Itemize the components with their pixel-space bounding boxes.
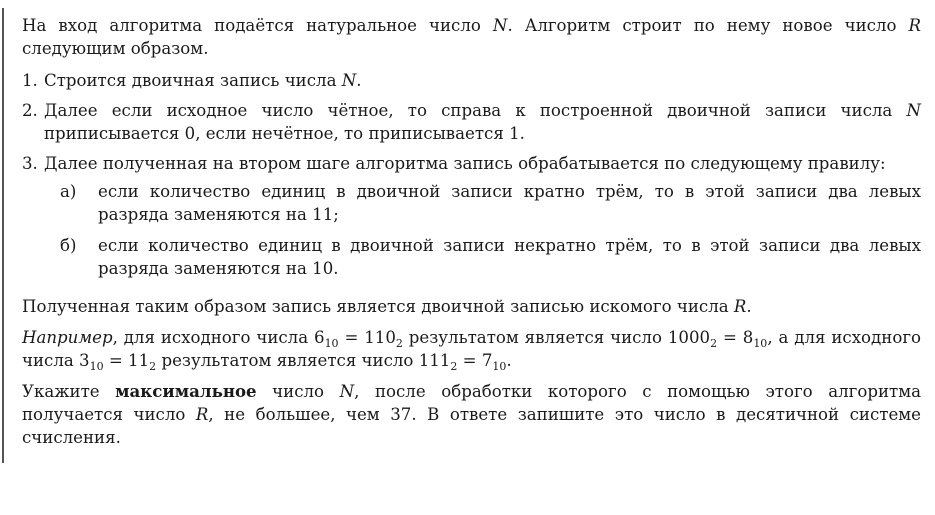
variable-r: R	[195, 405, 209, 424]
sub-item-a	[60, 180, 921, 226]
sub-item-b	[60, 234, 921, 280]
sub-item-text: если количество единиц в двоичной записи некратно трём, то в этой записи два левых разряда заменяются на 10.	[98, 236, 921, 278]
left-margin-rule	[2, 8, 4, 463]
item-number: 2.	[22, 101, 38, 120]
list-item-3	[22, 152, 921, 288]
variable-r: R	[908, 16, 921, 35]
list-item-1	[22, 69, 921, 92]
item-number: 1.	[22, 71, 38, 90]
emphasis-maximum: максимальное	[115, 381, 257, 401]
variable-n: N	[906, 101, 921, 120]
item-number: 3.	[22, 154, 38, 173]
question-paragraph: Укажите максимальное число N, после обработки которого с помощью этого алгоритма получается число R, не большее, чем 37. В ответе запишите это число в десятичной системе счисления.	[22, 381, 922, 447]
item-text: Далее если исходное число чётное, то справа к построенной двоичной записи числа N приписывается 0, если нечётное, то приписывается 1.	[44, 101, 921, 143]
item-text: Строится двоичная запись числа N.	[44, 71, 362, 90]
result-paragraph: Полученная таким образом запись является двоичной записью искомого числа R.	[22, 297, 752, 316]
example-lead: Например	[22, 328, 113, 347]
variable-n: N	[339, 382, 355, 401]
variable-r: R	[733, 297, 747, 316]
list-item-2	[22, 99, 921, 145]
example-paragraph: Например, для исходного числа $6_{10} = 110_2$ результатом является число $1000_2 = 8_{10}$, а для исходного числа $3_{10} = 11_2$ результатом является число $111_2 = 7_{10}$.	[22, 328, 921, 373]
item-text: Далее полученная на втором шаге алгоритма запись обрабатывается по следующему правилу:	[44, 154, 886, 173]
intro-paragraph: На вход алгоритма подаётся натуральное число N. Алгоритм строит по нему новое число R следующим образом.	[22, 16, 921, 58]
sub-item-text: если количество единиц в двоичной записи кратно трём, то в этой записи два левых разряда заменяются на 11;	[98, 182, 921, 224]
sub-item-letter: б)	[60, 236, 77, 255]
sub-item-letter: а)	[60, 182, 77, 201]
variable-n: N	[492, 16, 508, 35]
variable-n: N	[341, 71, 357, 90]
